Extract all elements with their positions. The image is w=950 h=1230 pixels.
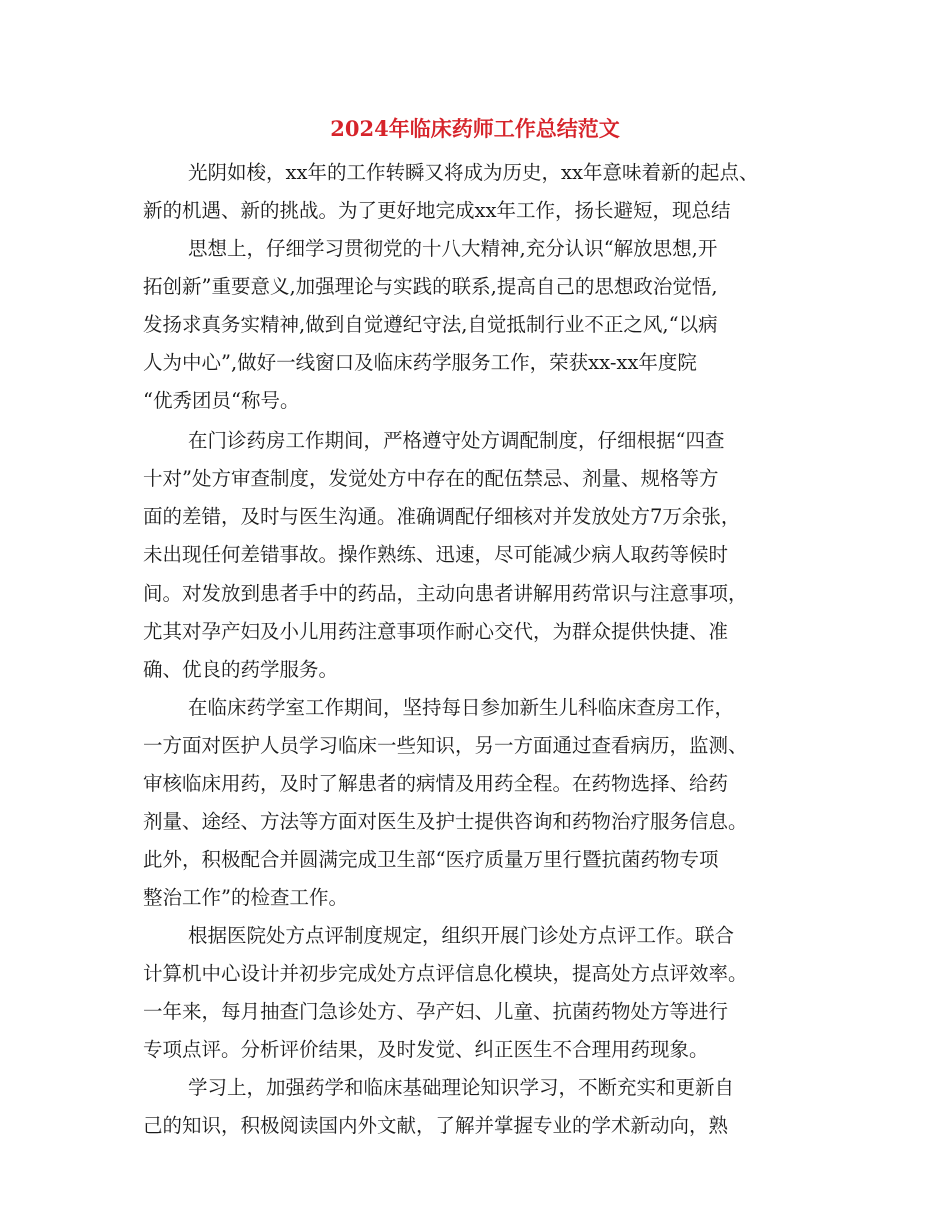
body-line: 拓创新”重要意义,加强理论与实践的联系,提高自己的思想政治觉悟, [143,275,718,298]
body-line: 在临床药学室工作期间，坚持每日参加新生儿科临床查房工作， [188,696,735,719]
body-line: 光阴如梭，xx年的工作转瞬又将成为历史，xx年意味着新的起点、 [188,161,759,184]
body-line: 未出现任何差错事故。操作熟练、迅速，尽可能减少病人取药等候时 [143,543,729,566]
body-line: 剂量、途经、方法等方面对医生及护士提供咨询和药物治疗服务信息。 [143,810,748,833]
body-line: “优秀团员“称号。 [143,389,300,412]
body-line: 此外，积极配合并圆满完成卫生部“医疗质量万里行暨抗菌药物专项 [143,848,719,871]
body-line: 一年来，每月抽查门急诊处方、孕产妇、儿童、抗菌药物处方等进行 [143,1000,729,1023]
body-line: 在门诊药房工作期间，严格遵守处方调配制度，仔细根据“四查 [188,429,725,452]
body-line: 根据医院处方点评制度规定，组织开展门诊处方点评工作。联合 [188,924,735,947]
body-line: 间。对发放到患者手中的药品，主动向患者讲解用药常识与注意事项， [143,582,748,605]
body-line: 审核临床用药，及时了解患者的病情及用药全程。在药物选择、给药 [143,772,729,795]
body-line: 面的差错，及时与医生沟通。准确调配仔细核对并发放处方7万余张， [143,505,741,528]
body-line: 计算机中心设计并初步完成处方点评信息化模块，提高处方点评效率。 [143,962,748,985]
body-line: 十对”处方审查制度，发觉处方中存在的配伍禁忌、剂量、规格等方 [143,467,719,490]
body-line: 人为中心”,做好一线窗口及临床药学服务工作，荣获xx-xx年度院 [143,351,697,374]
body-line: 己的知识，积极阅读国内外文献，了解并掌握专业的学术新动向，熟 [143,1114,729,1137]
body-line: 尤其对孕产妇及小儿用药注意事项作耐心交代，为群众提供快捷、准 [143,620,729,643]
body-line: 确、优良的药学服务。 [143,658,339,681]
body-line: 一方面对医护人员学习临床一些知识，另一方面通过查看病历，监测、 [143,734,748,757]
body-line: 发扬求真务实精神,做到自觉遵纪守法,自觉抵制行业不正之风,“以病 [143,313,718,336]
document-title: 2024年临床药师工作总结范文 [330,116,620,141]
body-line: 思想上，仔细学习贯彻党的十八大精神,充分认识“解放思想,开 [188,237,718,260]
body-line: 专项点评。分析评价结果，及时发觉、纠正医生不合理用药现象。 [143,1038,709,1061]
body-line: 新的机遇、新的挑战。为了更好地完成xx年工作，扬长避短，现总结 [143,199,731,222]
body-line: 整治工作”的检查工作。 [143,886,348,909]
body-line: 学习上，加强药学和临床基础理论知识学习，不断充实和更新自 [188,1076,735,1099]
